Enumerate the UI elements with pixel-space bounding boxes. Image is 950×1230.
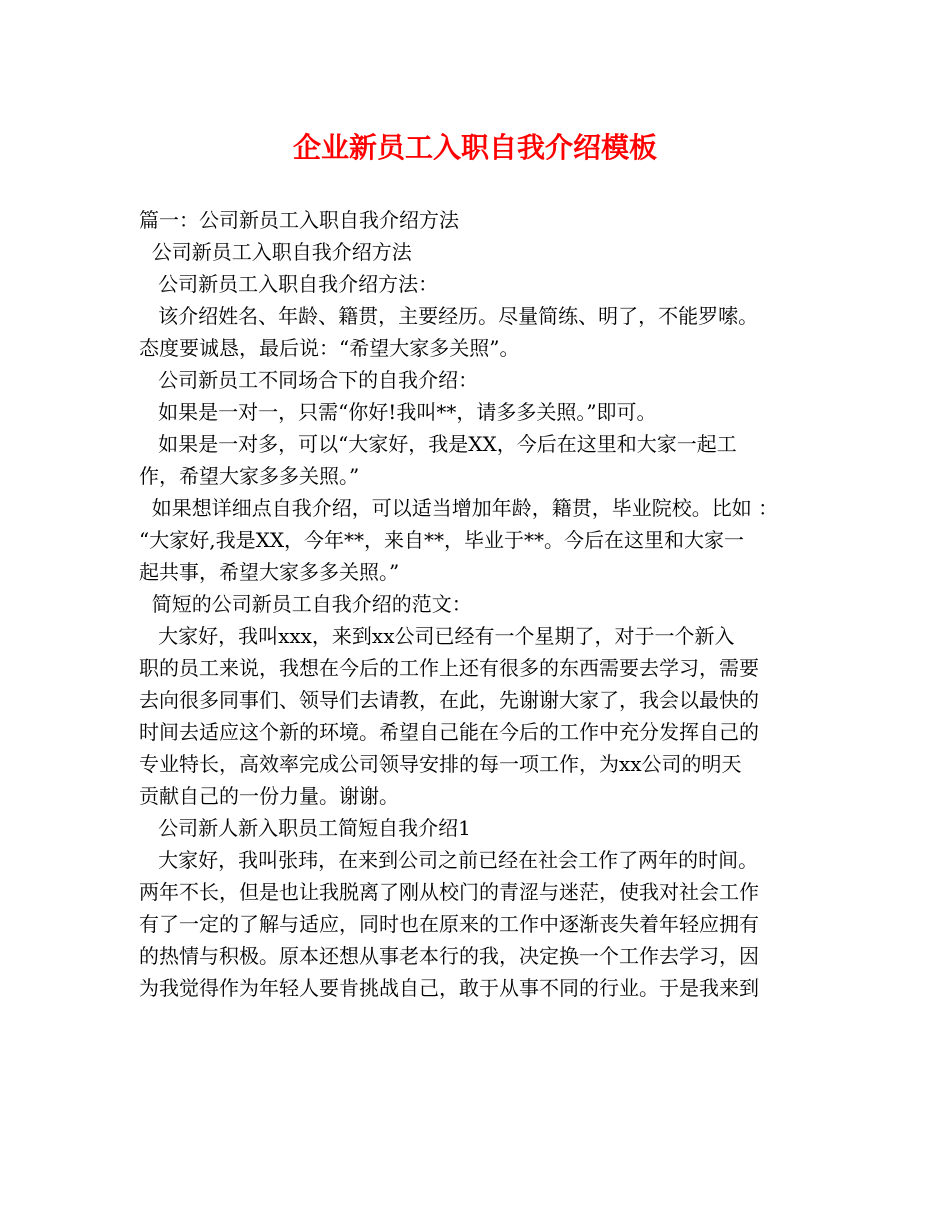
text-line: 公司新人新入职员工简短自我介绍1 [139, 816, 471, 840]
text-line: 为我觉得作为年轻人要肯挑战自己，敢于从事不同的行业。于是我来到 [139, 976, 759, 1000]
text-line: 该介绍姓名、年龄、籍贯，主要经历。尽量简练、明了，不能罗嗦。 [139, 304, 759, 328]
text-line: 如果想详细点自我介绍，可以适当增加年龄，籍贯，毕业院校。比如 ： [139, 496, 779, 520]
document-body [139, 204, 819, 1004]
text-line: 起共事，希望大家多多关照。” [139, 560, 400, 584]
text-line: 两年不长，但是也让我脱离了刚从校门的青涩与迷茫，使我对社会工作 [139, 880, 759, 904]
text-line: 大家好，我叫xxx，来到xx公司已经有一个星期了，对于一个新入 [139, 624, 735, 648]
text-line: 大家好，我叫张玮，在来到公司之前已经在社会工作了两年的时间。 [139, 848, 759, 872]
text-line: 公司新员工入职自我介绍方法： [139, 272, 439, 296]
text-line: 时间去适应这个新的环境。希望自己能在今后的工作中充分发挥自己的 [139, 720, 759, 744]
text-line: “大家好,我是XX，今年**，来自**，毕业于**。今后在这里和大家一 [139, 528, 745, 552]
text-line: 贡献自己的一份力量。谢谢。 [139, 784, 399, 808]
document-title: 企业新员工入职自我介绍模板 [292, 131, 657, 164]
text-line: 篇一：公司新员工入职自我介绍方法 [139, 208, 459, 232]
text-line: 如果是一对一，只需“你好!我叫**，请多多关照。”即可。 [139, 400, 657, 424]
text-line: 有了一定的了解与适应，同时也在原来的工作中逐渐丧失着年轻应拥有 [139, 912, 759, 936]
text-line: 简短的公司新员工自我介绍的范文： [139, 592, 472, 616]
text-line: 去向很多同事们、领导们去请教，在此，先谢谢大家了，我会以最快的 [139, 688, 759, 712]
text-line: 职的员工来说，我想在今后的工作上还有很多的东西需要去学习，需要 [139, 656, 759, 680]
text-line: 作，希望大家多多关照。” [139, 464, 360, 488]
text-line: 态度要诚恳，最后说：“希望大家多关照”。 [139, 336, 520, 360]
text-line: 专业特长，高效率完成公司领导安排的每一项工作，为xx公司的明天 [139, 752, 742, 776]
text-line: 公司新员工入职自我介绍方法 [139, 240, 412, 264]
text-line: 的热情与积极。原本还想从事老本行的我，决定换一个工作去学习，因 [139, 944, 759, 968]
text-line: 公司新员工不同场合下的自我介绍： [139, 368, 479, 392]
text-line: 如果是一对多，可以“大家好，我是XX，今后在这里和大家一起工 [139, 432, 737, 456]
